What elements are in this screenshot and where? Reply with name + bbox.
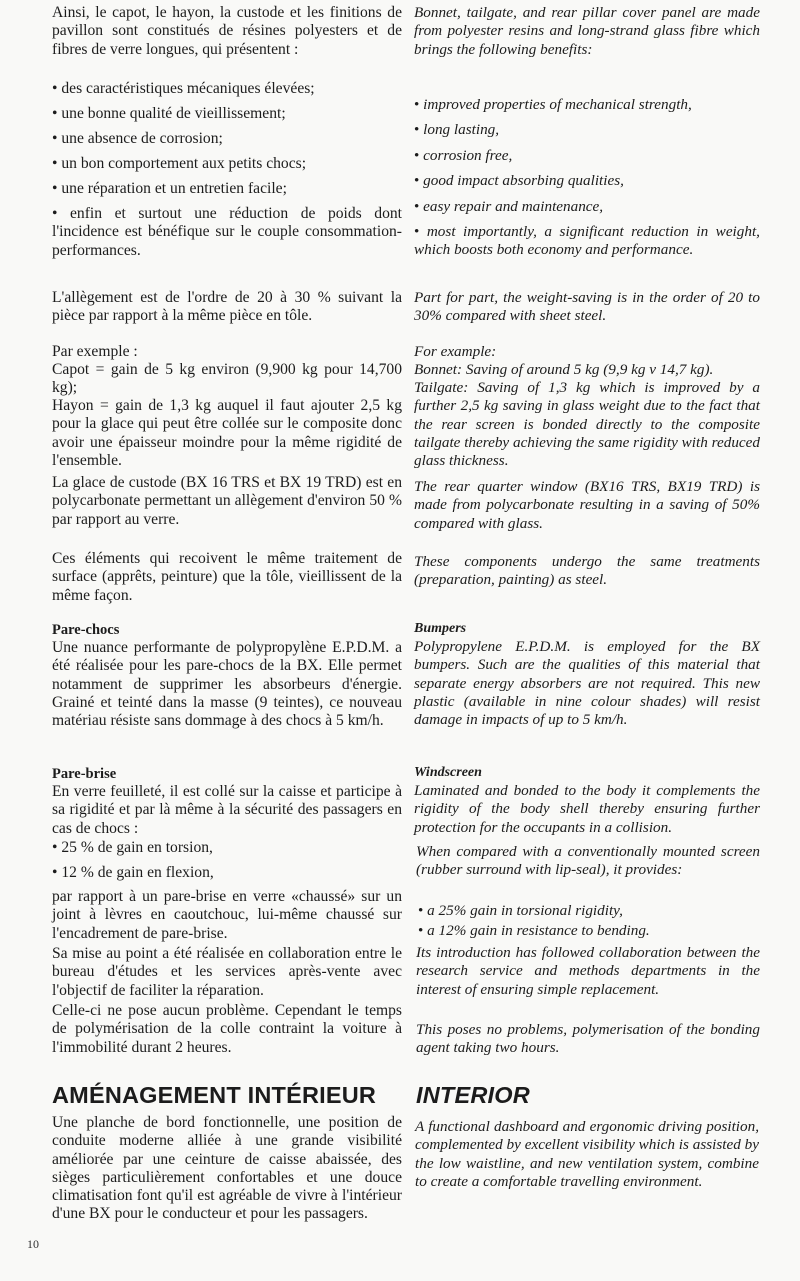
fr-custode: La glace de custode (BX 16 TRS et BX 19 TRD) est en polycarbonate permettant un allègement d'environ 50 % par rapport au verre. <box>52 474 402 528</box>
en-example-bonnet: Bonnet: Saving of around 5 kg (9,9 kg v 14,7 kg). <box>414 361 714 378</box>
fr-weight: L'allègement est de l'ordre de 20 à 30 % suivant la pièce par rapport à la même pièce en tôle. <box>52 289 402 325</box>
fr-interior-text: Une planche de bord fonctionnelle, une position de conduite moderne alliée à une grande visibilité améliorée par une ceinture de caisse abaissée, des sièges particulièrement confortables et une douce climatisation font qu'il est agréable de vivre à l'intérieur d'une BX pour le conducteur et pour les passagers. <box>52 1114 402 1223</box>
en-example-label: For example: <box>414 343 497 360</box>
fr-windscreen-time: Celle-ci ne pose aucun problème. Cependant le temps de polymérisation de la colle contraint la voiture à l'immobilité durant 2 heures. <box>52 1002 402 1056</box>
en-windscreen-time: This poses no problems, polymerisation of the bonding agent taking two hours. <box>416 1021 760 1057</box>
fr-treatment: Ces éléments qui recoivent le même traitement de surface (apprêts, peinture) que la tôle, vieillissent de la même façon. <box>52 550 402 604</box>
fr-intro: Ainsi, le capot, le hayon, la custode et les finitions de pavillon sont constitués de résines polyesters et de fibres de verre longues, qui présentent : <box>52 4 402 58</box>
en-example-tailgate: Tailgate: Saving of 1,3 kg which is improved by a further 2,5 kg saving in glass weight due to the fact that the rear screen is bonded directly to the composite tailgate thereby achieving the same rigidity with reduced glass thickness. <box>414 379 760 470</box>
en-bullet: • long lasting, <box>414 121 499 139</box>
fr-bumpers-title: Pare-chocs <box>52 622 120 638</box>
en-windscreen-bullet: • a 12% gain in resistance to bending. <box>418 922 650 940</box>
fr-windscreen-text: En verre feuilleté, il est collé sur la caisse et participe à sa rigidité et par là même à la sécurité des passagers en cas de chocs : <box>52 783 402 837</box>
en-windscreen-bullet: • a 25% gain in torsional rigidity, <box>418 902 623 920</box>
fr-bullet: • une absence de corrosion; <box>52 130 223 148</box>
fr-bullet: • des caractéristiques mécaniques élevées; <box>52 80 315 98</box>
en-weight: Part for part, the weight-saving is in the order of 20 to 30% compared with sheet steel. <box>414 289 760 325</box>
fr-example-capot: Capot = gain de 5 kg environ (9,900 kg pour 14,700 kg); <box>52 361 402 397</box>
fr-bumpers-text: Une nuance performante de polypropylène E.P.D.M. a été réalisée pour les pare-chocs de la BX. Elle permet notamment de supprimer les absorbeurs d'énergie. Grainé et teinté dans la masse (9 teintes), ce nouveau matériau résiste sans dommage à des chocs à 5 km/h. <box>52 639 402 730</box>
en-interior-text: A functional dashboard and ergonomic driving position, complemented by excellent visibility which is assisted by the low waistline, and new ventilation system, combine to create a comfortable travelling environment. <box>415 1118 759 1190</box>
fr-example-label: Par exemple : <box>52 343 138 360</box>
fr-bullet: • un bon comportement aux petits chocs; <box>52 155 306 173</box>
fr-windscreen-bullet: • 12 % de gain en flexion, <box>52 864 214 882</box>
fr-interior-heading: AMÉNAGEMENT INTÉRIEUR <box>52 1082 377 1108</box>
en-intro: Bonnet, tailgate, and rear pillar cover panel are made from polyester resins and long-strand glass fibre which brings the following benefits: <box>414 4 760 58</box>
en-bullet: • easy repair and maintenance, <box>414 198 603 216</box>
en-bullet: • good impact absorbing qualities, <box>414 172 624 190</box>
en-interior-heading: INTERIOR <box>416 1082 530 1108</box>
en-bullet: • corrosion free, <box>414 147 512 165</box>
en-bullet: • improved properties of mechanical strength, <box>414 96 692 114</box>
fr-windscreen-title: Pare-brise <box>52 766 117 782</box>
fr-windscreen-compare: par rapport à un pare-brise en verre «chaussé» sur un joint à lèvres en caoutchouc, lui-même chaussé sur l'encadrement de pare-brise. <box>52 888 402 942</box>
en-windscreen-collab: Its introduction has followed collaboration between the research service and methods departments in the interest of ensuring simple replacement. <box>416 944 760 998</box>
en-bumpers-text: Polypropylene E.P.D.M. is employed for the BX bumpers. Such are the qualities of this material that separate energy absorbers are not required. This new plastic (available in nine colour shades) will resist damage in impacts of up to 5 km/h. <box>414 638 760 729</box>
en-windscreen-text: Laminated and bonded to the body it complements the rigidity of the body shell thereby ensuring further protection for the occupants in a collision. <box>414 782 760 836</box>
fr-bullet: • une réparation et un entretien facile; <box>52 180 287 198</box>
en-bumpers-title: Bumpers <box>414 621 467 636</box>
en-quarter-window: The rear quarter window (BX16 TRS, BX19 TRD) is made from polycarbonate resulting in a saving of 50% compared with glass. <box>414 478 760 532</box>
fr-example-hayon: Hayon = gain de 1,3 kg auquel il faut ajouter 2,5 kg pour la glace qui peut être collée sur le composite donc avoir une épaisseur moindre pour la même rigidité de l'ensemble. <box>52 397 402 469</box>
en-treatment: These components undergo the same treatments (preparation, painting) as steel. <box>414 553 760 589</box>
page-number: 10 <box>27 1237 39 1251</box>
fr-bullet: • enfin et surtout une réduction de poids dont l'incidence est bénéfique sur le couple consommation-performances. <box>52 205 402 260</box>
fr-windscreen-bullet: • 25 % de gain en torsion, <box>52 839 213 857</box>
en-bullet: • most importantly, a significant reduction in weight, which boosts both economy and performance. <box>414 223 760 260</box>
en-windscreen-compare: When compared with a conventionally mounted screen (rubber surround with lip-seal), it provides: <box>416 843 760 879</box>
fr-bullet: • une bonne qualité de vieillissement; <box>52 105 286 123</box>
fr-windscreen-collab: Sa mise au point a été réalisée en collaboration entre le bureau d'études et les services après-vente avec l'objectif de faciliter la réparation. <box>52 945 402 999</box>
en-windscreen-title: Windscreen <box>414 765 482 780</box>
